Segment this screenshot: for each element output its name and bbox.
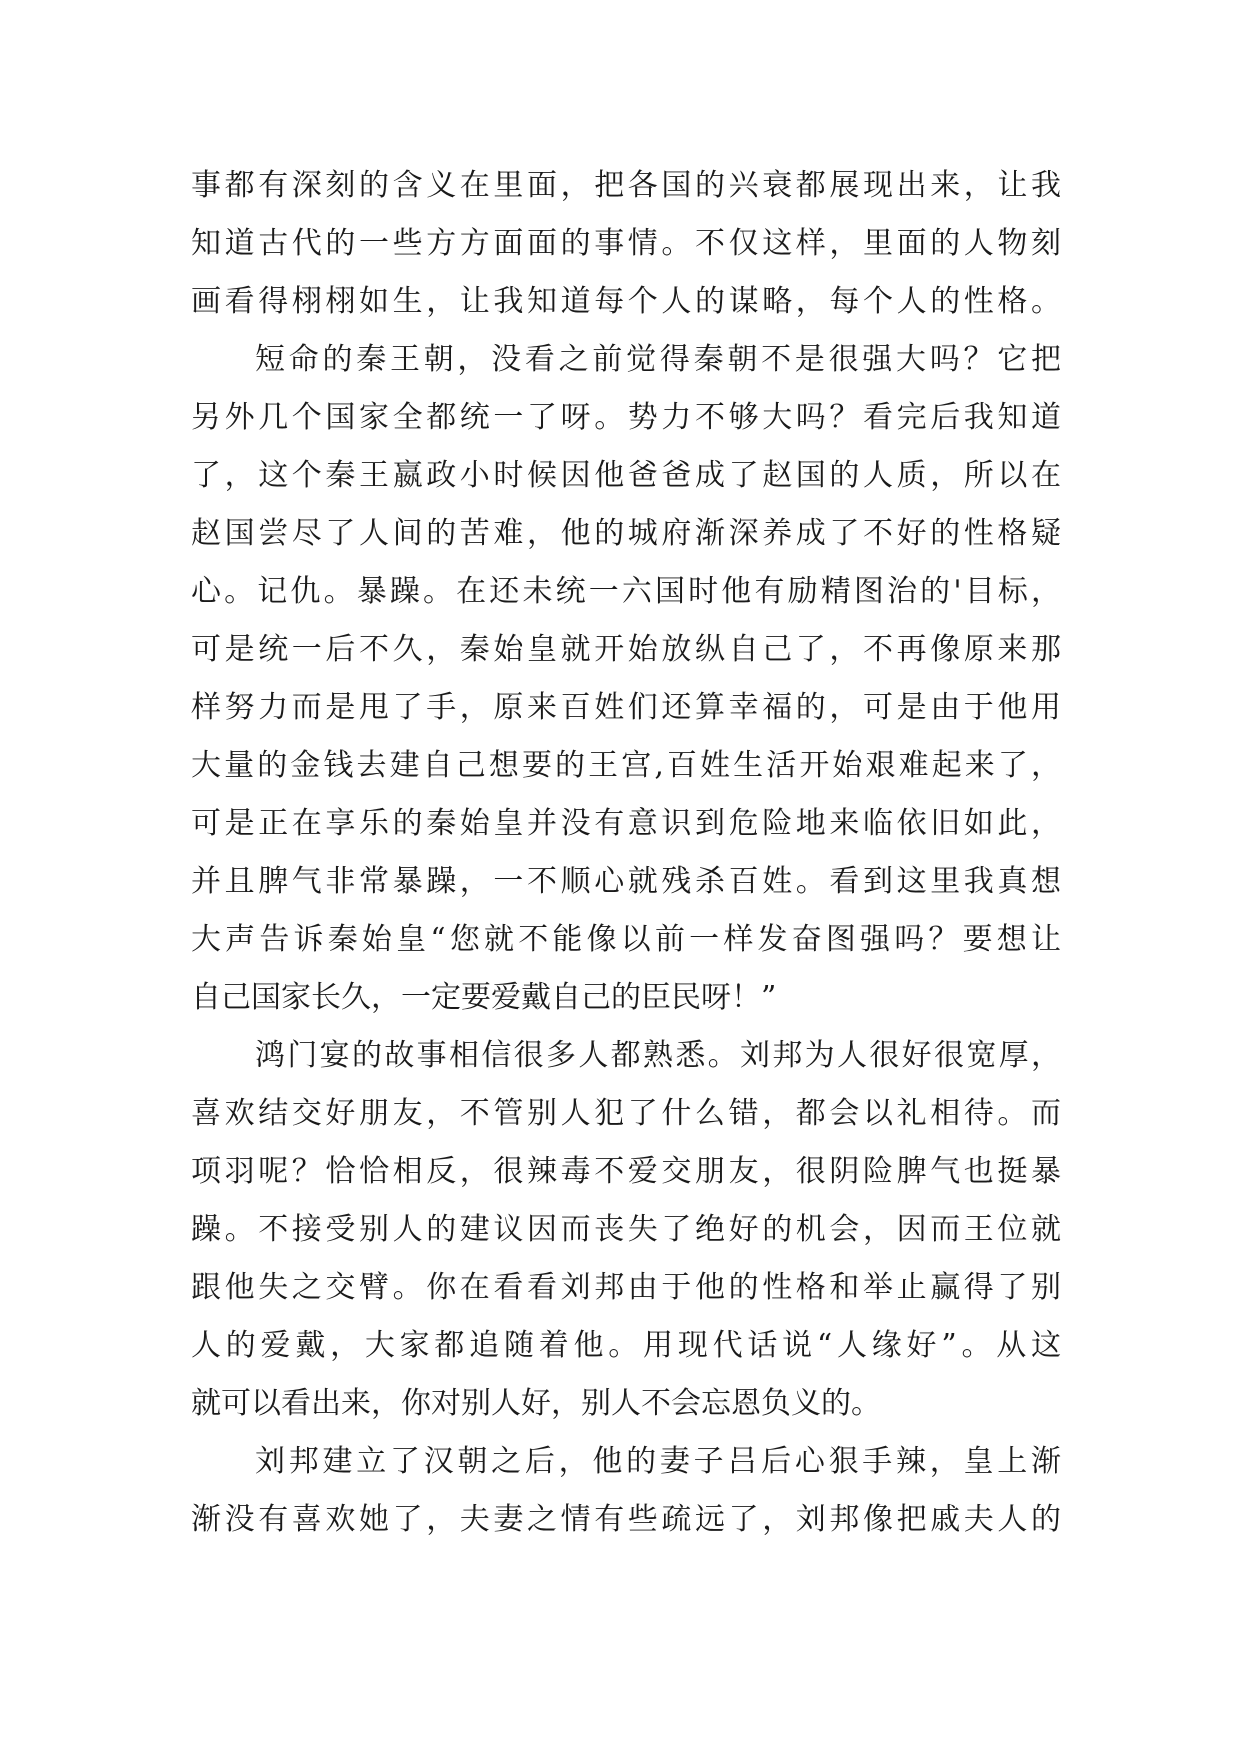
text-line: 跟他失之交臂。你在看看刘邦由于他的性格和举止赢得了别 xyxy=(191,1270,1061,1305)
text-line: 另外几个国家全都统一了呀。势力不够大吗？看完后我知道 xyxy=(191,400,1061,435)
text-line: 赵国尝尽了人间的苦难，他的城府渐深养成了不好的性格疑 xyxy=(191,516,1061,551)
text-line: 就可以看出来，你对别人好，别人不会忘恩负义的。 xyxy=(191,1386,881,1421)
text-line: 自己国家长久，一定要爱戴自己的臣民呀！” xyxy=(191,980,777,1015)
text-line: 可是统一后不久，秦始皇就开始放纵自己了，不再像原来那 xyxy=(191,632,1061,667)
text-line: 大声告诉秦始皇“您就不能像以前一样发奋图强吗？要想让 xyxy=(191,922,1061,957)
text-line: 知道古代的一些方方面面的事情。不仅这样，里面的人物刻 xyxy=(191,226,1061,261)
text-line: 心。记仇。暴躁。在还未统一六国时他有励精图治的'目标， xyxy=(191,574,1061,609)
text-line: 大量的金钱去建自己想要的王宫,百姓生活开始艰难起来了， xyxy=(191,748,1061,783)
text-line: 人的爱戴，大家都追随着他。用现代话说“人缘好”。从这 xyxy=(191,1328,1061,1363)
text-line: 项羽呢？恰恰相反，很辣毒不爱交朋友，很阴险脾气也挺暴 xyxy=(191,1154,1061,1189)
text-line: 样努力而是甩了手，原来百姓们还算幸福的，可是由于他用 xyxy=(191,690,1061,725)
text-line: 了，这个秦王嬴政小时候因他爸爸成了赵国的人质，所以在 xyxy=(191,458,1061,493)
text-line: 刘邦建立了汉朝之后，他的妻子吕后心狠手辣，皇上渐 xyxy=(255,1444,1061,1479)
text-line: 渐没有喜欢她了，夫妻之情有些疏远了，刘邦像把戚夫人的 xyxy=(191,1502,1061,1537)
text-line: 鸿门宴的故事相信很多人都熟悉。刘邦为人很好很宽厚， xyxy=(255,1038,1061,1073)
text-line: 短命的秦王朝，没看之前觉得秦朝不是很强大吗？它把 xyxy=(255,342,1061,377)
document-body xyxy=(191,157,1061,1549)
text-line: 画看得栩栩如生，让我知道每个人的谋略，每个人的性格。 xyxy=(191,284,1061,319)
text-line: 事都有深刻的含义在里面，把各国的兴衰都展现出来，让我 xyxy=(191,168,1061,203)
text-line: 喜欢结交好朋友，不管别人犯了什么错，都会以礼相待。而 xyxy=(191,1096,1061,1131)
text-line: 躁。不接受别人的建议因而丧失了绝好的机会，因而王位就 xyxy=(191,1212,1061,1247)
text-line: 并且脾气非常暴躁，一不顺心就残杀百姓。看到这里我真想 xyxy=(191,864,1061,899)
text-line: 可是正在享乐的秦始皇并没有意识到危险地来临依旧如此， xyxy=(191,806,1061,841)
